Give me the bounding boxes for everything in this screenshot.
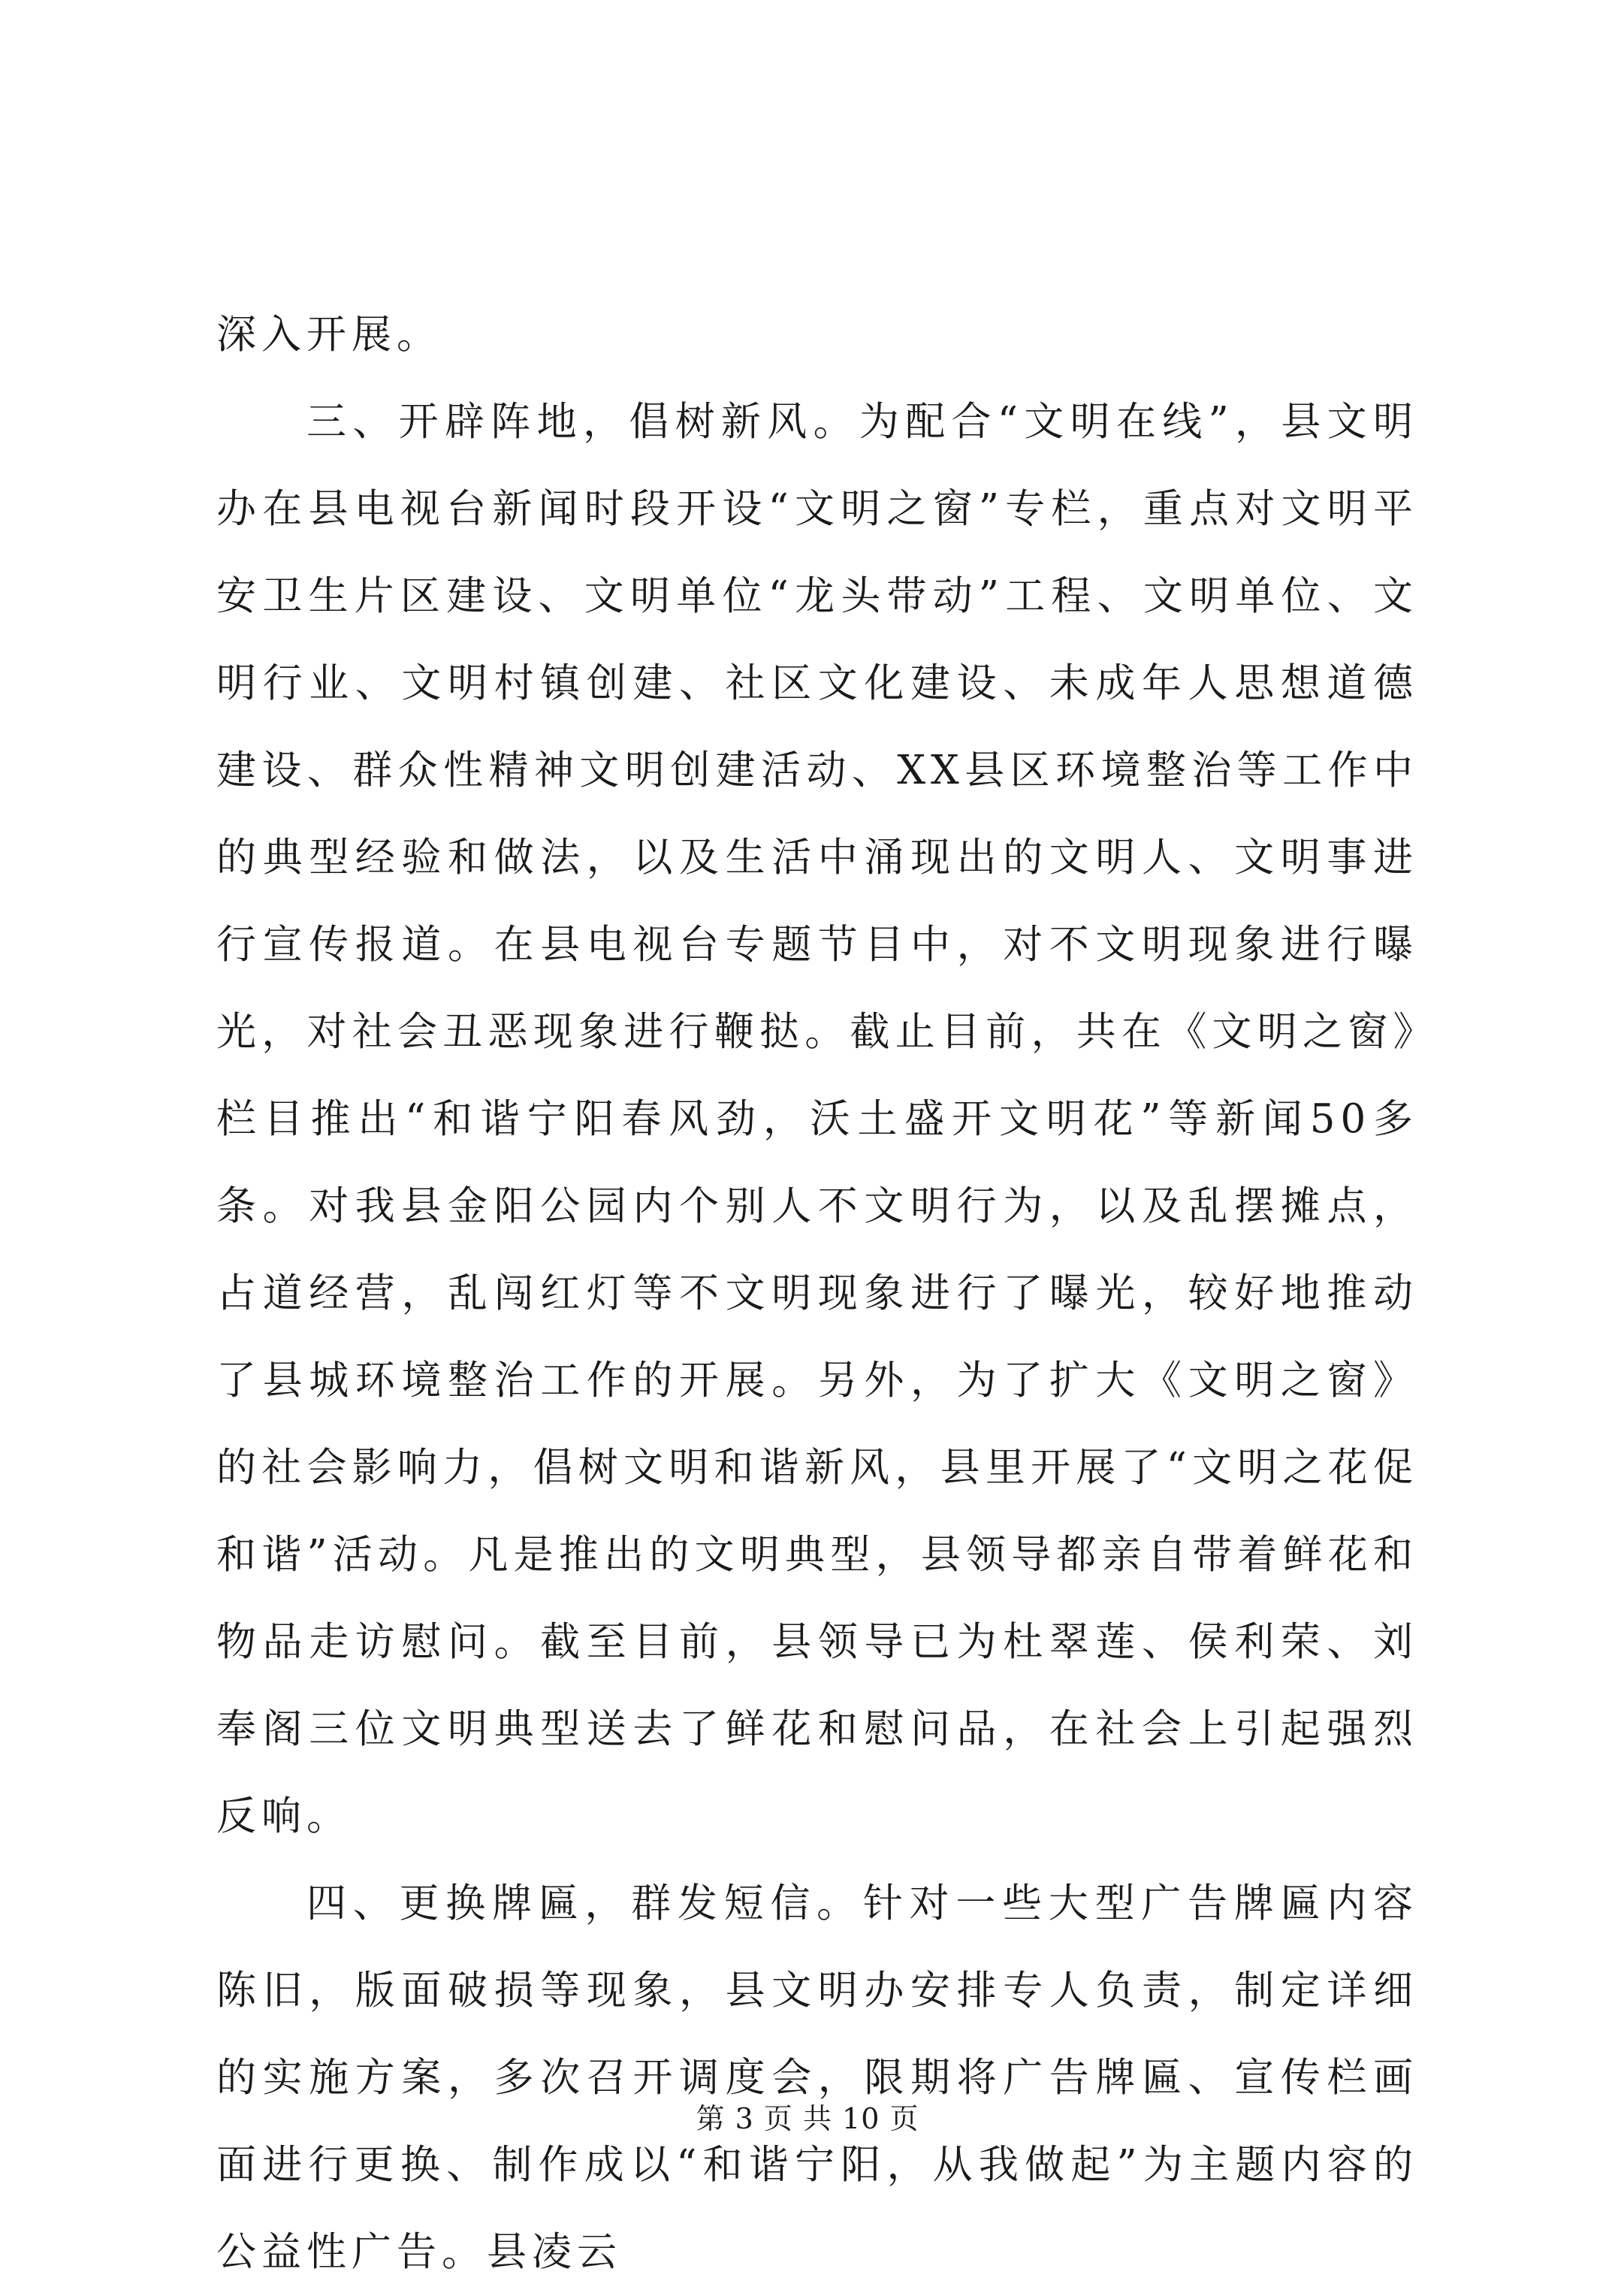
page-number-label: 第 3 页 共 10 页 <box>696 2102 919 2135</box>
document-body <box>216 292 1418 2296</box>
page-footer <box>0 2100 1615 2137</box>
paragraph-continuation: 深入开展。 <box>216 312 442 358</box>
paragraph-section-4: 四、更换牌匾，群发短信。针对一些大型广告牌匾内容陈旧，版面破损等现象，县文明办安排专人负责，制定详细的实施方案，多次召开调度会，限期将广告牌匾、宣传栏画面进行更换、制作成以“和谐宁阳，从我做起”为主题内容的公益性广告。县凌云 <box>216 1881 1418 2275</box>
paragraph-section-3: 三、开辟阵地，倡树新风。为配合“文明在线”，县文明办在县电视台新闻时段开设“文明之窗”专栏，重点对文明平安卫生片区建设、文明单位“龙头带动”工程、文明单位、文明行业、文明村镇创建、社区文化建设、未成年人思想道德建设、群众性精神文明创建活动、XX县区环境整治等工作中的典型经验和做法，以及生活中涌现出的文明人、文明事进行宣传报道。在县电视台专题节目中，对不文明现象进行曝光，对社会丑恶现象进行鞭挞。截止目前，共在《文明之窗》栏目推出“和谐宁阳春风劲，沃土盛开文明花”等新闻50多条。对我县金阳公园内个别人不文明行为，以及乱摆摊点，占道经营，乱闯红灯等不文明现象进行了曝光，较好地推动了县城环境整治工作的开展。另外，为了扩大《文明之窗》的社会影响力，倡树文明和谐新风，县里开展了“文明之花促和谐”活动。凡是推出的文明典型，县领导都亲自带着鲜花和物品走访慰问。截至目前，县领导已为杜翠莲、侯利荣、刘奉阁三位文明典型送去了鲜花和慰问品，在社会上引起强烈反响。 <box>216 399 1418 1839</box>
